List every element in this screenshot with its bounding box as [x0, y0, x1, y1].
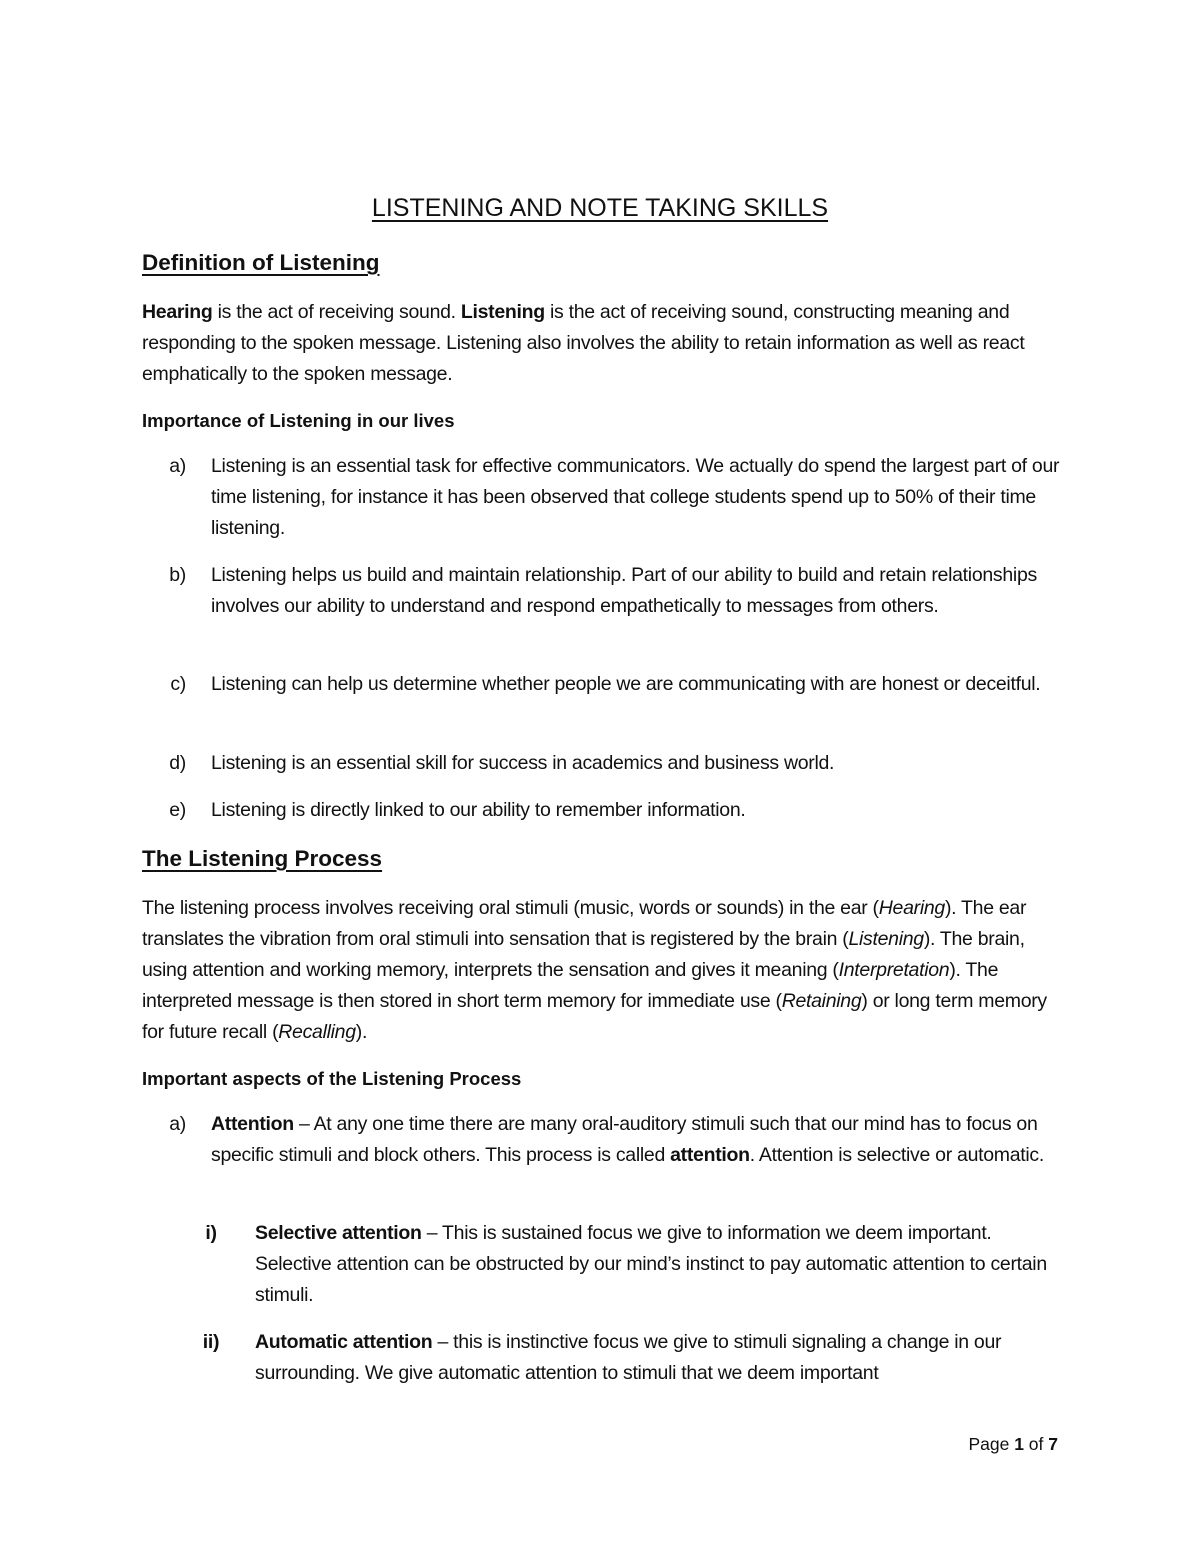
aspects-subitem-ii [142, 1327, 1067, 1389]
importance-item-c [142, 669, 1067, 700]
section-definition [142, 248, 1067, 278]
importance-item-e [142, 795, 1067, 826]
list-item: c) Listening can help us determine whether people we are communicating with are honest or deceitful. [170, 673, 1041, 695]
section-heading-process: The Listening Process [142, 846, 383, 871]
process-paragraph: The listening process involves receiving oral stimuli (music, words or sounds) in the ear (Hearing). The ear translates the vibration from oral stimuli into sensation that is registered by the brain (Listening). The brain, using attention and working memory, interprets the sensation and gives it meaning (Interpretation). The interpreted message is then stored in short term memory for immediate use (Retaining) or long term memory for future recall (Recalling). [142, 897, 1047, 1043]
document-title: LISTENING AND NOTE TAKING SKILLS [371, 194, 829, 222]
aspects-subheading: Important aspects of the Listening Process [142, 1068, 522, 1089]
importance-item-d [142, 748, 1067, 779]
section-heading-definition: Definition of Listening [142, 250, 380, 275]
list-item: d) Listening is an essential skill for success in academics and business world. [169, 752, 835, 774]
total-pages: 7 [1048, 1434, 1058, 1454]
section-process [142, 844, 1067, 874]
page-number: Page 1 of 7 [968, 1434, 1058, 1454]
list-item: b) Listening helps us build and maintain relationship. Part of our ability to build and retain relationships involves our ability to understand and respond empathetically to messages from others. [169, 564, 1037, 617]
importance-subheading: Importance of Listening in our lives [142, 410, 455, 431]
term-listening: Listening [460, 301, 545, 323]
term-hearing: Hearing [142, 301, 213, 323]
aspects-item-a [142, 1109, 1067, 1171]
aspects-subitem-i [142, 1218, 1067, 1311]
list-item: ii) Automatic attention – this is instinctive focus we give to stimuli signaling a change in our surrounding. We give automatic attention to stimuli that we deem important [202, 1331, 1002, 1384]
importance-item-b [142, 560, 1067, 622]
definition-paragraph: Hearing is the act of receiving sound. Listening is the act of receiving sound, constructing meaning and responding to the spoken message. Listening also involves the ability to retain information as well as react emphatically to the spoken message. [142, 301, 1025, 385]
importance-item-a [142, 451, 1067, 544]
list-item: e) Listening is directly linked to our ability to remember information. [169, 799, 746, 821]
list-item: a) Listening is an essential task for effective communicators. We actually do spend the largest part of our time listening, for instance it has been observed that college students spend up to 50% of their time listening. [169, 455, 1060, 539]
list-item: a) Attention – At any one time there are many oral-auditory stimuli such that our mind has to focus on specific stimuli and block others. This process is called attention. Attention is selective or automatic. [169, 1113, 1044, 1166]
list-item: i) Selective attention – This is sustained focus we give to information we deem important. Selective attention can be obstructed by our mind’s instinct to pay automatic attention to certain stimuli. [205, 1222, 1047, 1306]
importance-subheading-block [142, 408, 1067, 434]
current-page: 1 [1014, 1434, 1024, 1454]
aspects-subheading-block [142, 1066, 1067, 1092]
